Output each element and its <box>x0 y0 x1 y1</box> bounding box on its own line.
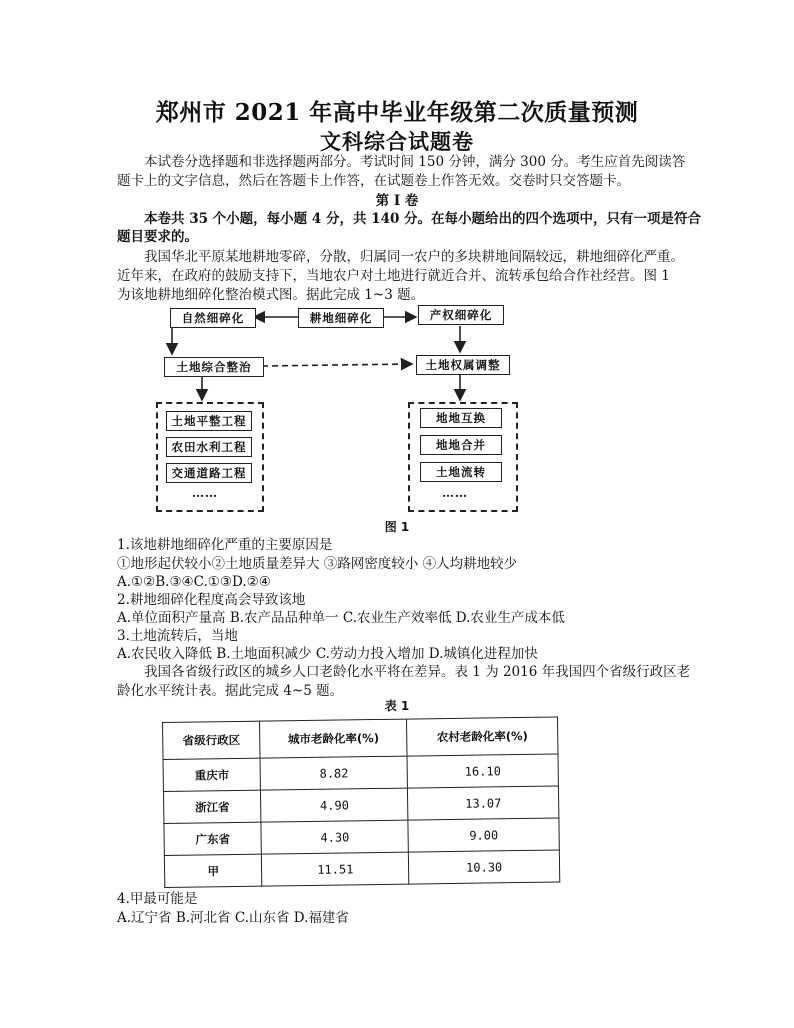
table-cell-region: 甲 <box>164 854 262 887</box>
table-header-row <box>163 717 558 760</box>
question-2: 2.耕地细碎化程度高会导致该地 <box>117 592 306 608</box>
box-land-leveling: 土地平整工程 <box>166 411 252 431</box>
table-cell-urban: 8.82 <box>260 756 407 790</box>
passage2-line-1: 我国各省级行政区的城乡人口老龄化水平将在差异。表 1 为 2016 年我国四个省级行政区老 <box>144 664 691 680</box>
table-cell-urban: 4.30 <box>261 820 408 854</box>
box-roads: 交通道路工程 <box>166 463 252 483</box>
box-land-swap: 地地互换 <box>420 408 502 428</box>
box-land-consolidation: 土地综合整治 <box>164 357 264 377</box>
table-cell-rural: 10.30 <box>409 850 560 884</box>
question-3: 3.土地流转后，当地 <box>117 628 238 644</box>
table-cell-rural: 13.07 <box>408 786 559 820</box>
box-natural-fragmentation: 自然细碎化 <box>170 308 256 328</box>
table-cell-rural: 9.00 <box>408 818 559 852</box>
box-land-merge: 地地合并 <box>420 435 502 455</box>
table-1 <box>162 716 560 888</box>
exam-title: 郑州市 2021 年高中毕业年级第二次质量预测 <box>155 99 639 126</box>
section-heading: 第 I 卷 <box>375 193 419 209</box>
question-4: 4.甲最可能是 <box>117 891 198 907</box>
passage1-line-2: 近年来，在政府的鼓励支持下，当地农户对土地进行就近合并、流转承包给合作社经营。图 1 <box>117 268 670 284</box>
left-ellipsis: …… <box>192 486 218 500</box>
question-1-options: ①地形起伏较小②土地质量差异大 ③路网密度较小 ④人均耕地较少 <box>117 556 518 572</box>
intro-line-2: 题卡上的文字信息，然后在答题卡上作答，在试题卷上作答无效。交卷时只交答题卡。 <box>117 173 630 189</box>
table-header-region: 省级行政区 <box>163 721 261 759</box>
box-farmland-fragmentation: 耕地细碎化 <box>298 308 384 328</box>
question-3-choices: A.农民收入降低 B.土地面积减少 C.劳动力投入增加 D.城镇化进程加快 <box>117 646 538 662</box>
question-2-choices: A.单位面积产量高 B.农产品品种单一 C.农业生产效率低 D.农业生产成本低 <box>117 610 565 626</box>
table-row <box>164 850 559 888</box>
passage1-line-3: 为该地耕地细碎化整治模式图。据此完成 1~3 题。 <box>117 287 425 303</box>
box-land-transfer: 土地流转 <box>420 462 502 482</box>
question-4-choices: A.辽宁省 B.河北省 C.山东省 D.福建省 <box>117 910 349 926</box>
passage2-line-2: 龄化水平统计表。据此完成 4~5 题。 <box>117 683 344 699</box>
table-cell-urban: 4.90 <box>261 788 408 822</box>
passage1-line-1: 我国华北平原某地耕地零碎，分散，归属同一农户的多块耕地间隔较远，耕地细碎化严重。 <box>144 249 684 265</box>
table-header-rural-rate: 农村老龄化率(%) <box>407 717 558 756</box>
table-cell-urban: 11.51 <box>262 852 409 886</box>
section-instruction-2: 题目要求的。 <box>117 229 198 245</box>
box-land-ownership-adjustment: 土地权属调整 <box>416 355 510 375</box>
exam-subtitle: 文科综合试题卷 <box>320 129 474 154</box>
question-1: 1.该地耕地细碎化严重的主要原因是 <box>117 537 333 553</box>
figure-1-diagram <box>150 300 530 515</box>
box-irrigation: 农田水利工程 <box>166 437 252 457</box>
table-header-urban-rate: 城市老龄化率(%) <box>260 719 407 758</box>
figure-1-caption: 图 1 <box>384 520 410 534</box>
table-cell-region: 广东省 <box>164 822 262 855</box>
table-cell-region: 浙江省 <box>163 790 261 823</box>
intro-line-1: 本试卷分选择题和非选择题两部分。考试时间 150 分钟，满分 300 分。考生应首先阅读答 <box>144 154 686 170</box>
table-cell-region: 重庆市 <box>163 758 261 791</box>
question-1-choices: A.①②B.③④C.①③D.②④ <box>117 574 271 590</box>
table-cell-rural: 16.10 <box>407 754 558 788</box>
right-ellipsis: …… <box>442 486 468 500</box>
box-property-fragmentation: 产权细碎化 <box>418 305 504 325</box>
section-instruction-1: 本卷共 35 个小题，每小题 4 分，共 140 分。在每小题给出的四个选项中，只有一项是符合 <box>144 211 702 227</box>
table-1-caption: 表 1 <box>384 699 410 713</box>
